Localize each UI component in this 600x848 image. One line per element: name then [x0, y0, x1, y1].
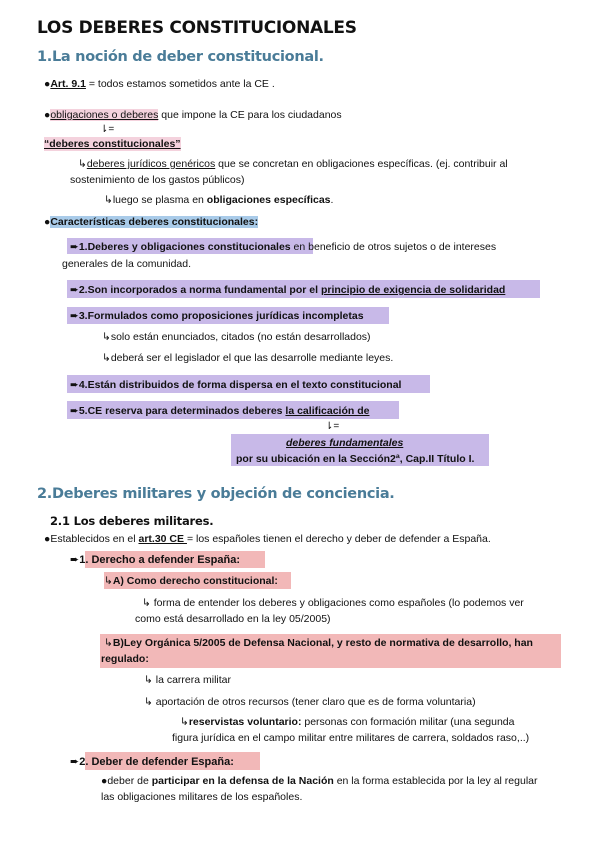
d2-line: [101, 774, 538, 788]
item-5-equals: ⇂=: [325, 421, 340, 432]
arrow-icon: ➨: [70, 756, 80, 768]
luego-end: .: [330, 194, 334, 206]
item-4-bold: 4.Están distribuidos de forma dispersa en el texto constitucional: [78, 379, 402, 391]
deber-heading: 2. Deber de defender España:: [79, 756, 234, 768]
page-title: LOS DEBERES CONSTITUCIONALES: [37, 18, 357, 38]
arrow-icon: ➨: [70, 405, 79, 417]
d1a-text: [142, 596, 524, 610]
d2-pre: deber de: [107, 775, 152, 787]
oblig-text: que impone la CE para los ciudadanos: [158, 109, 342, 121]
d2-line2: las obligaciones militares de los españoles.: [101, 791, 303, 803]
item-1-line2: generales de la comunidad.: [62, 258, 192, 270]
art30-ref: art.30 CE: [138, 533, 187, 545]
luego-text: luego se plasma en: [112, 194, 207, 206]
section-2-1-heading: 2.1 Los deberes militares.: [50, 514, 214, 528]
sub-arrow-icon: ↳: [144, 674, 153, 686]
d1a-heading: A) Como derecho constitucional:: [112, 575, 278, 587]
item-2: [70, 283, 505, 297]
reserv-bold: reservistas voluntario:: [188, 716, 302, 728]
bullet-icon: ●: [44, 216, 51, 228]
aport-line: [144, 695, 476, 709]
sub-arrow-icon: ↳: [102, 352, 111, 364]
arrow-icon: ➨: [70, 284, 79, 296]
sub-arrow-icon: ↳: [78, 158, 87, 170]
item-5-bold: 5.CE reserva para determinados deberes: [78, 405, 286, 417]
sub-arrow-icon: ↳: [180, 716, 189, 728]
bullet-icon: ●: [44, 533, 51, 545]
juridicos-text: que se concretan en obligaciones específicas. (ej. contribuir al: [215, 158, 508, 170]
d2-rest: en la forma establecida por la ley al regular: [333, 775, 538, 787]
aport-text: aportación de otros recursos (tener claro que es de forma voluntaria): [155, 696, 476, 708]
item-3-bold: 3.Formulados como proposiciones jurídicas incompletas: [78, 310, 364, 322]
d1a-text-2: como está desarrollado en la ley 05/2005): [135, 613, 331, 625]
item-3a-text: solo están enunciados, citados (no están desarrollados): [110, 331, 371, 343]
bullet-icon: ●: [44, 78, 51, 90]
caract-heading: Características deberes constitucionales:: [50, 216, 259, 228]
oblig-line: [44, 108, 342, 122]
carrera-text: la carrera militar: [155, 674, 231, 686]
item-1-bold: 1.Deberes y obligaciones constitucionales: [78, 241, 291, 253]
oblig-highlight: obligaciones o deberes: [50, 109, 159, 121]
juridicos-line: [78, 157, 508, 171]
section-2-heading: 2.Deberes militares y objeción de conciencia.: [37, 486, 395, 502]
d2-bold: participar en la defensa de la Nación: [151, 775, 334, 787]
art91-text: = todos estamos sometidos ante la CE .: [85, 78, 275, 90]
item-1: [70, 240, 496, 254]
art91-ref: Art. 9.1: [50, 78, 86, 90]
caract-line: [44, 215, 258, 229]
bullet-icon: ●: [44, 109, 51, 121]
sub-arrow-icon: ↳: [104, 575, 113, 587]
arrow-icon: ➨: [70, 241, 79, 253]
item-5-underline: la calificación de: [285, 405, 370, 417]
sub-arrow-icon: ↳: [104, 637, 113, 649]
d1b-line2: regulado:: [101, 653, 149, 665]
arrow-icon: ➨: [70, 554, 80, 566]
estab-line: [44, 532, 491, 546]
equals-arrow: ⇂=: [100, 124, 115, 135]
luego-bold: obligaciones específicas: [206, 194, 331, 206]
reserv-line2: figura jurídica en el campo militar entre militares de carrera, soldados raso,..): [172, 732, 530, 744]
sub-arrow-icon: ↳: [104, 194, 113, 206]
item-3b: [102, 351, 393, 365]
item-5: [70, 404, 369, 418]
carrera-line: [144, 673, 231, 687]
section-1-heading: 1.La noción de deber constitucional.: [37, 49, 324, 65]
ubicacion: por su ubicación en la Sección2ª, Cap.II Título I.: [236, 453, 475, 465]
item-2-underline: principio de exigencia de solidaridad: [320, 284, 506, 296]
juridicos-term: deberes jurídicos genéricos: [86, 158, 216, 170]
art91-line: [44, 77, 275, 91]
estab-text: Establecidos en el: [50, 533, 139, 545]
arrow-icon: ➨: [70, 379, 79, 391]
estab-rest: = los españoles tienen el derecho y deber de defender a España.: [186, 533, 491, 545]
luego-line: [104, 193, 333, 207]
d1a-text-1: forma de entender los deberes y obligaciones como españoles (lo podemos ver: [153, 597, 524, 609]
item-3a: [102, 330, 371, 344]
bullet-icon: ●: [101, 775, 108, 787]
item-3b-text: deberá ser el legislador el que las desarrolle mediante leyes.: [110, 352, 394, 364]
juridicos-line2: sostenimiento de los gastos públicos): [70, 174, 245, 186]
deber-defender: [70, 755, 234, 770]
d1a-line: [104, 574, 278, 588]
reserv-line: [180, 715, 514, 729]
derecho-heading: 1. Derecho a defender España:: [79, 554, 240, 566]
item-3: [70, 309, 364, 323]
sub-arrow-icon: ↳: [142, 597, 151, 609]
sub-arrow-icon: ↳: [102, 331, 111, 343]
item-1-text: en beneficio de otros sujetos o de intereses: [290, 241, 497, 253]
derecho-defender: [70, 553, 240, 568]
deberes-fundamentales: deberes fundamentales: [286, 437, 404, 449]
arrow-icon: ➨: [70, 310, 79, 322]
d1b-line: [104, 636, 533, 650]
sub-arrow-icon: ↳: [144, 696, 153, 708]
item-4: [70, 378, 401, 392]
deberes-constitucionales: “deberes constitucionales”: [44, 138, 181, 150]
reserv-text: personas con formación militar (una segunda: [301, 716, 515, 728]
item-2-bold: 2.Son incorporados a norma fundamental por el: [78, 284, 321, 296]
d1b-heading: B)Ley Orgánica 5/2005 de Defensa Nacional, y resto de normativa de desarrollo, han: [112, 637, 533, 649]
